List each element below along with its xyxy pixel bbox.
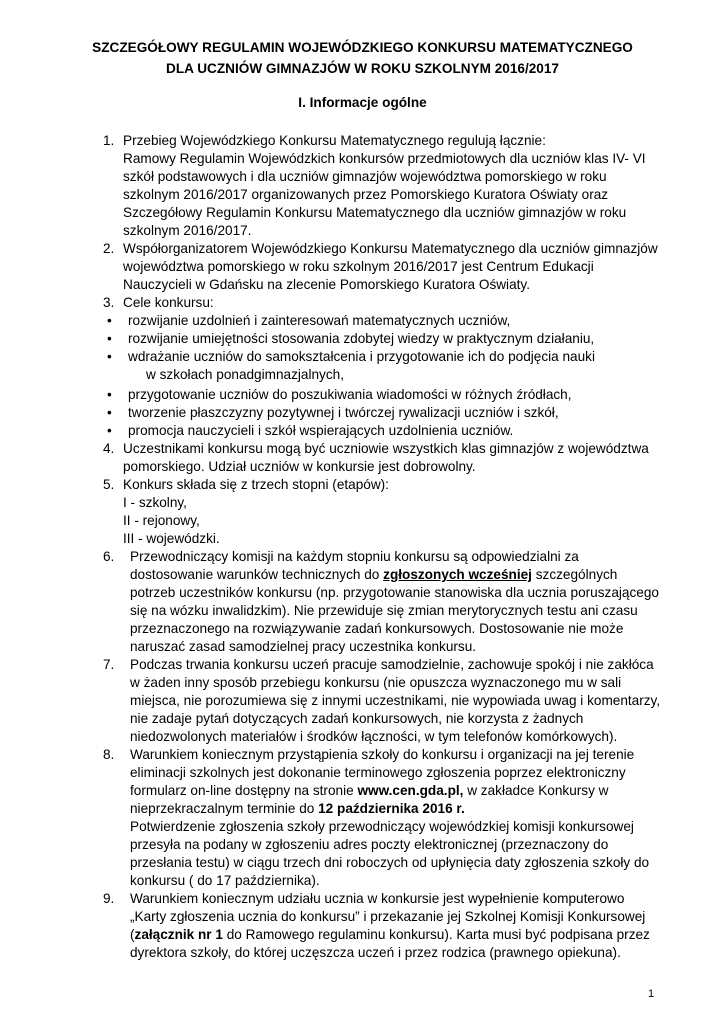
item-9-line: Warunkiem koniecznym udziału ucznia w konkursie jest wypełnienie komputerowo	[130, 891, 625, 906]
item-6-text: szczególnych	[531, 567, 618, 582]
item-8-text: nieprzekraczalnym terminie do	[130, 801, 319, 816]
item-6-line: przeznaczonego na rozwiązywanie zadań konkursowych. Dostosowanie nie może	[130, 621, 624, 636]
goal-line: rozwijanie umiejętności stosowania zdobytej wiedzy w praktycznym działaniu,	[128, 331, 595, 346]
item-8-line: przesyła na podany w zgłoszeniu adres poczty elektronicznej (przeznaczony do	[130, 837, 609, 852]
section-heading: I. Informacje ogólne	[298, 95, 427, 110]
item-5-line: III - wojewódzki.	[123, 531, 220, 546]
item-1-line: szkolnym 2016/2017.	[123, 223, 252, 238]
item-8-line: eliminacji szkolnych jest dokonanie terminowego zgłoszenia poprzez elektroniczny	[130, 765, 626, 780]
page-number: 1	[648, 988, 655, 1000]
item-6-line: się na wózku inwalidzkim). Nie przewiduje się zmian merytorycznych testu ani czasu	[130, 603, 638, 618]
item-7-line: w żaden inny sposób przebiegu konkursu (nie opuszcza wyznaczonego mu w sali	[130, 675, 622, 690]
item-number: 2.	[103, 241, 115, 256]
deadline-date: 12 października 2016 r.	[318, 801, 465, 816]
item-number: 8.	[103, 747, 115, 762]
item-number: 9.	[103, 891, 115, 906]
item-9-text: (	[130, 927, 135, 942]
item-1-line: Przebieg Wojewódzkiego Konkursu Matematycznego regulują łącznie:	[123, 133, 546, 148]
item-number: 3.	[103, 295, 115, 310]
document-title-line-2: DLA UCZNIÓW GIMNAZJÓW W ROKU SZKOLNYM 2016/2017	[166, 61, 559, 76]
item-number: 1.	[103, 133, 115, 148]
website-link[interactable]: www.cen.gda.pl,	[357, 783, 464, 798]
item-8-line: Warunkiem koniecznym przystąpienia szkoły do konkursu i organizacji na jej terenie	[130, 747, 635, 762]
item-5-line: II - rejonowy,	[123, 513, 200, 528]
item-9-line	[130, 927, 650, 943]
item-8-line: Potwierdzenie zgłoszenia szkoły przewodniczący wojewódzkiej komisji konkursowej	[130, 819, 634, 834]
item-number: 6.	[103, 549, 115, 564]
item-6-line: Przewodniczący komisji na każdym stopniu konkursu są odpowiedzialni za	[130, 549, 579, 564]
item-3-line: Cele konkursu:	[123, 295, 214, 310]
item-1-line: Ramowy Regulamin Wojewódzkich konkursów przedmiotowych dla uczniów klas IV- VI	[123, 151, 646, 166]
item-number: 7.	[103, 657, 115, 672]
item-8-line: przesłania testu) w ciągu trzech dni roboczych od upłynięcia daty zgłoszenia szkoły do	[130, 855, 650, 870]
goal-line: promocja nauczycieli i szkół wspierających uzdolnienia uczniów.	[128, 423, 514, 438]
item-4-line: pomorskiego. Udział uczniów w konkursie jest dobrowolny.	[123, 459, 476, 474]
item-7-line: miejsca, nie porozumiewa się z innymi uczestnikami, nie wypowiada uwag i komentarzy,	[130, 693, 661, 708]
bullet-icon: •	[107, 313, 112, 328]
item-6-line	[130, 567, 617, 583]
item-2-line: województwa pomorskiego w roku szkolnym 2016/2017 jest Centrum Edukacji	[123, 259, 594, 274]
item-7-line: niedozwolonych materiałów i środków łączności, w tym telefonów komórkowych).	[130, 729, 618, 744]
goal-line: tworzenie płaszczyzny pozytywnej i twórczej rywalizacji uczniów i szkół,	[128, 405, 559, 420]
item-7-line: nie zadaje pytań dotyczących zadań konkursowych, nie korzysta z żadnych	[130, 711, 584, 726]
document-title-line-1: SZCZEGÓŁOWY REGULAMIN WOJEWÓDZKIEGO KONKURSU MATEMATYCZNEGO	[92, 40, 633, 55]
item-9-text: do Ramowego regulaminu konkursu). Karta musi być podpisana przez	[222, 927, 650, 942]
item-8-line	[130, 801, 465, 817]
item-8-line: konkursu ( do 17 października).	[130, 873, 320, 888]
goal-line: rozwijanie uzdolnień i zainteresowań matematycznych uczniów,	[128, 313, 511, 328]
bullet-icon: •	[107, 405, 112, 420]
item-number: 5.	[103, 477, 115, 492]
item-1-line: Szczegółowy Regulamin Konkursu Matematycznego dla uczniów gimnazjów w roku	[123, 205, 627, 220]
item-2-line: Współorganizatorem Wojewódzkiego Konkursu Matematycznego dla uczniów gimnazjów	[123, 241, 658, 256]
item-1-line: szkolnym 2016/2017 organizowanych przez Pomorskiego Kuratora Oświaty oraz	[123, 187, 609, 202]
item-4-line: Uczestnikami konkursu mogą być uczniowie wszystkich klas gimnazjów z województwa	[123, 441, 649, 456]
item-9-line: dyrektora szkoły, do której uczęszcza uczeń i przez rodzica (prawnego opiekuna).	[130, 945, 621, 960]
goal-line: w szkołach ponadgimnazjalnych,	[146, 367, 344, 382]
item-6-emphasis: zgłoszonych wcześniej	[383, 567, 532, 582]
item-number: 4.	[103, 441, 115, 456]
item-8-line	[130, 783, 609, 799]
item-1-line: szkół podstawowych i dla uczniów gimnazjów województwa pomorskiego w roku	[123, 169, 607, 184]
item-8-text: formularz on-line dostępny na stronie	[130, 783, 358, 798]
item-8-text: w zakładce Konkursy w	[463, 783, 609, 798]
item-6-line: naruszać zasad samodzielnej pracy uczestnika konkursu.	[130, 639, 477, 654]
item-9-line: „Karty zgłoszenia ucznia do konkursu” i przekazanie jej Szkolnej Komisji Konkursowej	[130, 909, 646, 924]
item-5-line: Konkurs składa się z trzech stopni (etapów):	[123, 477, 389, 492]
bullet-icon: •	[107, 387, 112, 402]
bullet-icon: •	[107, 349, 112, 364]
bullet-icon: •	[107, 331, 112, 346]
item-6-text: dostosowanie warunków technicznych do	[130, 567, 384, 582]
item-6-line: potrzeb uczestników konkursu (np. przygotowanie stanowiska dla ucznia poruszającego	[130, 585, 659, 600]
item-7-line: Podczas trwania konkursu uczeń pracuje samodzielnie, zachowuje spokój i nie zakłóca	[130, 657, 654, 672]
goal-line: wdrażanie uczniów do samokształcenia i przygotowanie ich do podjęcia nauki	[128, 349, 595, 364]
item-5-line: I - szkolny,	[123, 495, 187, 510]
item-2-line: Nauczycieli w Gdańsku na zlecenie Pomorskiego Kuratora Oświaty.	[123, 277, 530, 292]
goal-line: przygotowanie uczniów do poszukiwania wiadomości w różnych źródłach,	[128, 387, 572, 402]
bullet-icon: •	[107, 423, 112, 438]
attachment-reference: załącznik nr 1	[134, 927, 223, 942]
